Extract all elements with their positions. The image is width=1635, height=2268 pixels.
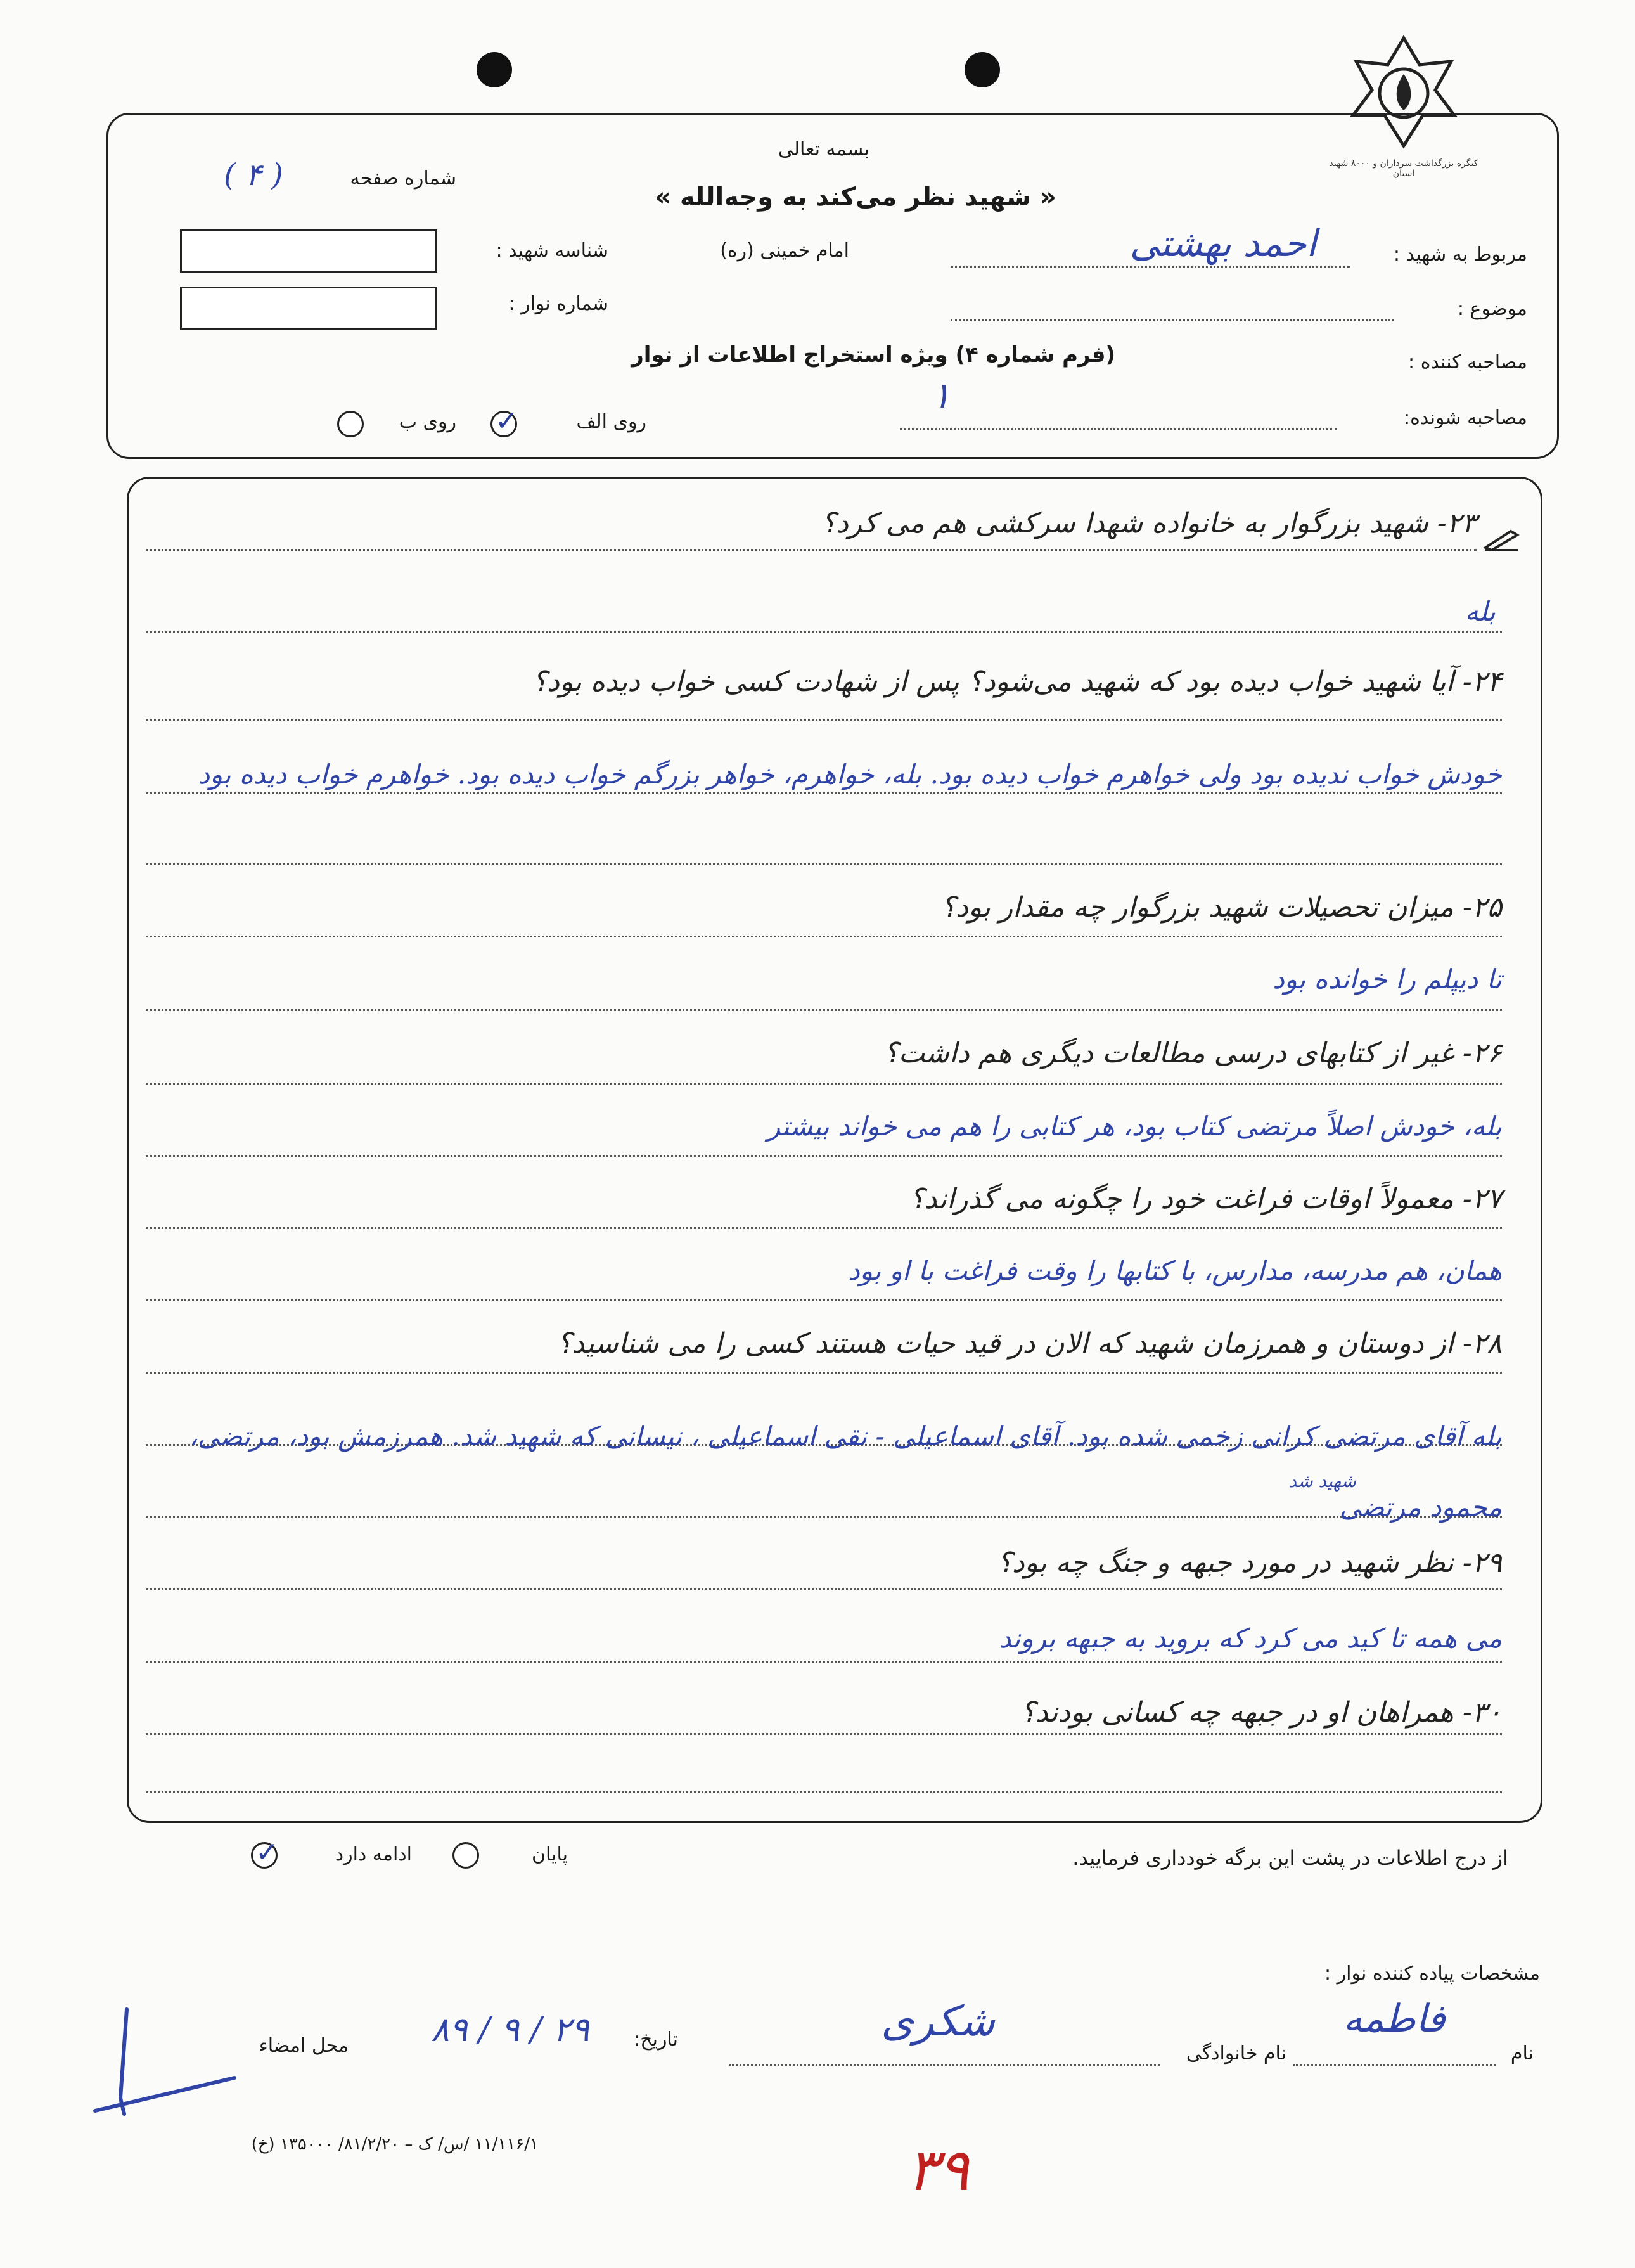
ruled-line [146,1299,1502,1301]
related-to-martyr-label: مربوط به شهید : [1393,243,1527,266]
end-radio[interactable] [452,1842,479,1869]
ruled-line [146,1155,1502,1157]
answer-28: بله آقای مرتضی کرانی زخمی شده بود. آقای اسماعیلی - نقی اسماعیلی ، نیسانی که شهید شد. همرزمش بود، مرتضی، محمود مرتضی [189,1421,1502,1523]
question-23: ۲۳- شهید بزرگوار به خانواده شهدا سرکشی هم می کرد؟ [821,507,1477,539]
martyr-id-field[interactable] [180,229,437,273]
family-value: شکری [881,1997,995,2046]
answer-25: تا دیپلم را خوانده بود [1273,963,1502,995]
side-a-label: روی الف [576,411,646,433]
family-label: نام خانوادگی [1186,2042,1286,2065]
continue-radio[interactable] [251,1842,278,1869]
question-25: ۲۵- میزان تحصیلات شهید بزرگوار چه مقدار بود؟ [940,891,1502,924]
ruled-line [146,719,1502,721]
continue-label: ادامه دارد [335,1843,412,1865]
question-27: ۲۷- معمولاً اوقات فراغت خود را چگونه می گذراند؟ [909,1183,1502,1215]
end-label: پایان [531,1843,568,1865]
answer-26: بله، خودش اصلاً مرتضی کتاب بود، هر کتابی را هم می خواند بیشتر [767,1111,1502,1142]
interviewee-label: مصاحبه شونده: [1404,407,1527,429]
answer-23: بله [1465,596,1496,627]
question-26: ۲۶- غیر از کتابهای درسی مطالعات دیگری هم داشت؟ [883,1037,1502,1069]
form-code: ۱۱/۱۱۶/۱ /س/ ک – ۸۱/۲/۲۰/ ۱۳۵۰۰۰ (خ) [251,2135,539,2154]
ruled-line [146,1791,1502,1793]
page-number-value: ( ۴ ) [224,157,283,193]
ruled-line [146,631,1502,633]
interviewee-line [900,428,1337,430]
ruled-line [146,1227,1502,1229]
ruled-line [146,1009,1502,1011]
ruled-line [146,1661,1502,1663]
notice: از درج اطلاعات در پشت این برگه خودداری فرمایید. [1072,1846,1508,1870]
question-29: ۲۹- نظر شهید در مورد جبهه و جنگ چه بود؟ [997,1547,1502,1579]
invocation: بسمه تعالی [778,138,870,160]
martyr-id-label: شناسه شهید : [496,240,608,262]
ruled-line [146,1372,1502,1374]
question-24: ۲۴- آیا شهید خواب دیده بود که شهید می‌شود؟ پس از شهادت کسی خواب دیده بود؟ [532,666,1502,698]
name-value: فاطمه [1343,1997,1446,2041]
side-a-radio[interactable] [490,411,517,437]
answer-27: همان، هم مدرسه، مدارس، با کتابها را وقت فراغت با او بود [848,1255,1502,1286]
related-to-martyr-line [951,266,1350,268]
form-title: (فرم شماره ۴) ویژه استخراج اطلاعات از نوار [631,342,1115,368]
name-line [1293,2064,1496,2066]
punch-hole-right [965,52,1000,87]
related-to-martyr-value: احمد بهشتی [1129,222,1317,265]
page-title: « شهید نظر می‌کند به وجه‌الله » [655,183,1056,212]
date-label: تاریخ: [634,2028,678,2051]
family-line [729,2064,1160,2066]
question-28: ۲۸- از دوستان و همرزمان شهید که الان در قید حیات هستند کسی را می شناسید؟ [557,1327,1502,1360]
form-title-annotation: ۱ [932,375,951,416]
sheet-number: ۳۹ [906,2136,970,2204]
ruled-line [146,863,1502,865]
ruled-line [146,936,1502,937]
ruled-line [146,1733,1502,1735]
subject-label: موضوع : [1457,298,1527,320]
ruled-line [146,549,1477,551]
ruled-line [146,1588,1502,1590]
interviewer-label: مصاحبه کننده : [1408,351,1527,373]
answer-29: می همه تا کید می کرد که بروید به جبهه بروند [999,1623,1502,1654]
answer-24: خودش خواب ندیده بود ولی خواهرم خواب دیده بود. بله، خواهرم، خواهر بزرگم خواب دیده بود. خواهرم خواب دیده بود [198,759,1502,790]
margin-note: شهید شد [1288,1471,1356,1492]
implementer-heading: مشخصات پیاده کننده نوار : [1324,1962,1540,1985]
ruled-line [146,1083,1502,1085]
punch-hole-left [477,52,512,87]
side-b-radio[interactable] [337,411,364,437]
subject-line [951,319,1394,321]
imam-quote-attribution: امام خمینی (ره) [720,240,849,262]
tape-number-label: شماره نوار : [508,293,608,315]
pencil-icon [1483,526,1521,551]
tape-number-field[interactable] [180,287,437,330]
signature-label: محل امضاء [259,2035,349,2057]
question-30: ۳۰- همراهان او در جبهه چه کسانی بودند؟ [1020,1696,1502,1729]
page-number-label: شماره صفحه [350,167,456,190]
name-label: نام [1510,2042,1534,2065]
signature-stroke [82,2003,247,2130]
side-b-label: روی ب [399,411,456,433]
logo-caption: کنگره بزرگداشت سرداران و ۸۰۰۰ شهید استان [1329,158,1478,179]
date-value: ۸۹ / ۹ / ۲۹ [430,2009,590,2049]
